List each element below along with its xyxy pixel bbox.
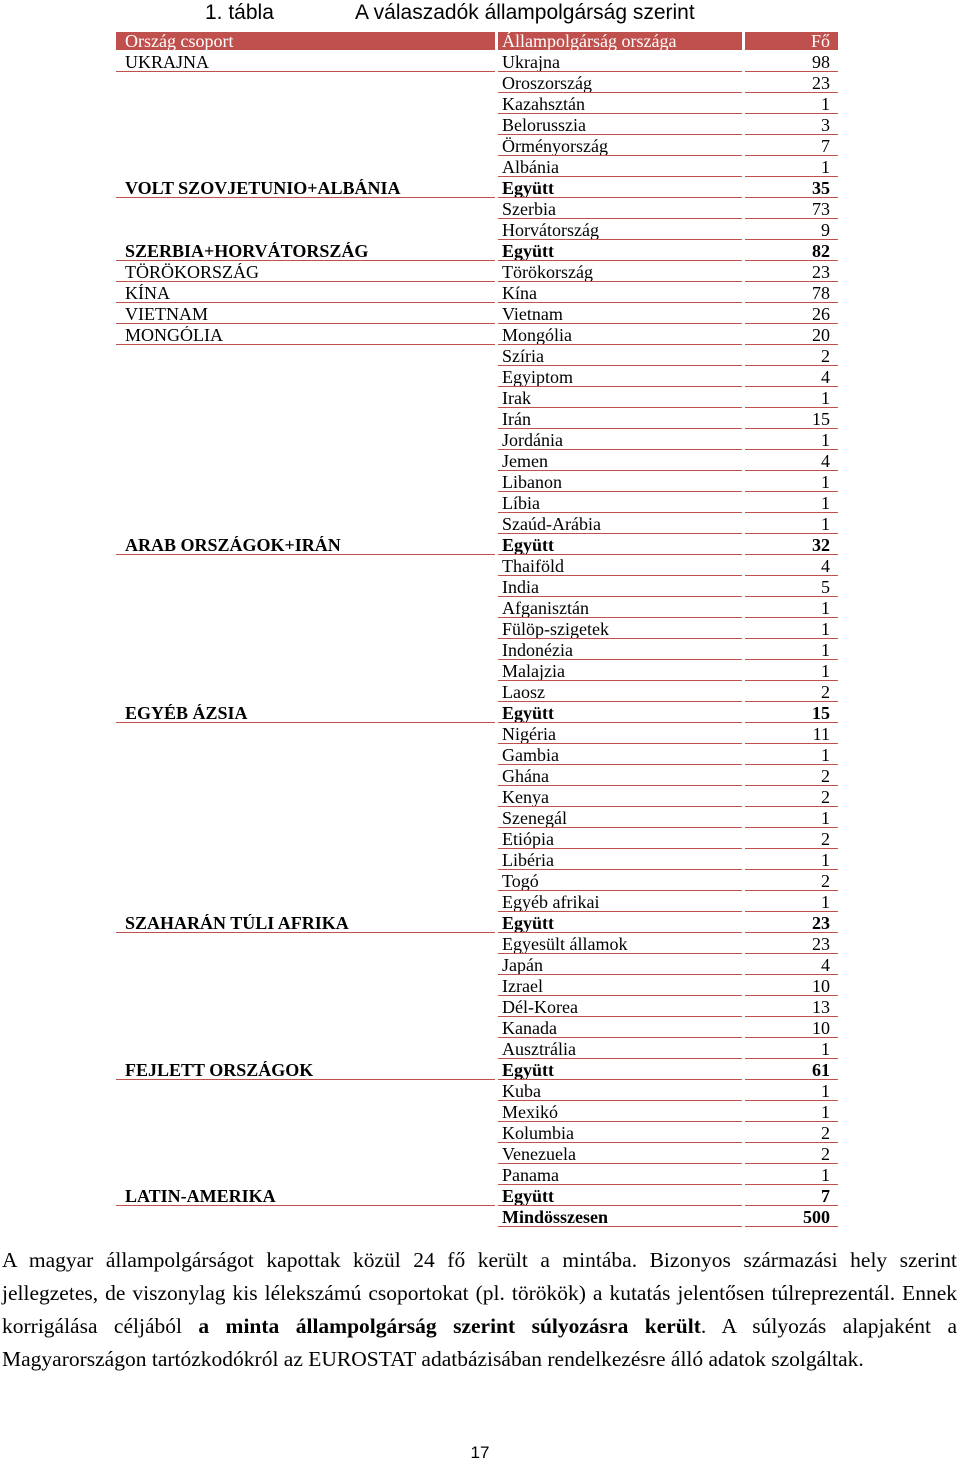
cell-count: 13 bbox=[745, 998, 838, 1016]
cell-country-group bbox=[116, 200, 495, 218]
cell-count: 4 bbox=[745, 368, 838, 386]
cell-count: 82 bbox=[745, 242, 838, 260]
cell-count: 23 bbox=[745, 74, 838, 92]
cell-country-group bbox=[116, 1124, 495, 1142]
cell-citizenship-country: Laosz bbox=[498, 683, 742, 701]
cell-country-group bbox=[116, 389, 495, 407]
cell-count: 7 bbox=[745, 137, 838, 155]
cell-citizenship-country: Albánia bbox=[498, 158, 742, 176]
cell-citizenship-country: Dél-Korea bbox=[498, 998, 742, 1016]
cell-citizenship-country: Örményország bbox=[498, 137, 742, 155]
table-row bbox=[116, 830, 838, 848]
cell-country-group bbox=[116, 956, 495, 974]
cell-citizenship-country: Ghána bbox=[498, 767, 742, 785]
cell-country-group bbox=[116, 95, 495, 113]
cell-country-group bbox=[116, 788, 495, 806]
cell-citizenship-country: Kazahsztán bbox=[498, 95, 742, 113]
cell-count: 10 bbox=[745, 1019, 838, 1037]
cell-count: 73 bbox=[745, 200, 838, 218]
cell-count: 61 bbox=[745, 1061, 838, 1079]
table-row bbox=[116, 767, 838, 785]
cell-country-group: SZERBIA+HORVÁTORSZÁG bbox=[116, 242, 495, 260]
cell-count: 2 bbox=[745, 683, 838, 701]
table-row bbox=[116, 683, 838, 701]
table-header-row bbox=[116, 32, 838, 50]
cell-count: 4 bbox=[745, 557, 838, 575]
paragraph-text-2: . A súlyozás alapjaként a Magyarországon tartózkodókról az EUROSTAT adatbázisában rendelkezésre álló adatok szolgáltak. bbox=[2, 1314, 957, 1371]
table-body bbox=[116, 32, 838, 1226]
table-title: A válaszadók állampolgárság szerint bbox=[355, 1, 695, 24]
cell-count: 7 bbox=[745, 1187, 838, 1205]
cell-country-group bbox=[116, 767, 495, 785]
cell-count: 20 bbox=[745, 326, 838, 344]
cell-citizenship-country: Libanon bbox=[498, 473, 742, 491]
cell-country-group bbox=[116, 452, 495, 470]
cell-country-group bbox=[116, 683, 495, 701]
cell-citizenship-country: Ausztrália bbox=[498, 1040, 742, 1058]
cell-citizenship-country: Etiópia bbox=[498, 830, 742, 848]
cell-country-group bbox=[116, 893, 495, 911]
cell-citizenship-country: Együtt bbox=[498, 179, 742, 197]
table-row bbox=[116, 263, 838, 281]
cell-count: 3 bbox=[745, 116, 838, 134]
cell-citizenship-country: Kuba bbox=[498, 1082, 742, 1100]
cell-country-group bbox=[116, 662, 495, 680]
cell-count: 1 bbox=[745, 662, 838, 680]
cell-country-group bbox=[116, 809, 495, 827]
table-row bbox=[116, 95, 838, 113]
cell-count: 1 bbox=[745, 641, 838, 659]
cell-count: 2 bbox=[745, 1145, 838, 1163]
cell-count: 1 bbox=[745, 851, 838, 869]
cell-country-group: TÖRÖKORSZÁG bbox=[116, 263, 495, 281]
cell-count: 1 bbox=[745, 620, 838, 638]
cell-country-group bbox=[116, 473, 495, 491]
cell-count: 98 bbox=[745, 53, 838, 71]
cell-citizenship-country: Együtt bbox=[498, 242, 742, 260]
cell-count: 23 bbox=[745, 263, 838, 281]
table-row bbox=[116, 1124, 838, 1142]
cell-country-group bbox=[116, 137, 495, 155]
cell-count: 78 bbox=[745, 284, 838, 302]
cell-citizenship-country: Libéria bbox=[498, 851, 742, 869]
cell-country-group bbox=[116, 830, 495, 848]
table-row bbox=[116, 536, 838, 554]
cell-country-group bbox=[116, 158, 495, 176]
cell-citizenship-country: Kína bbox=[498, 284, 742, 302]
cell-citizenship-country: Együtt bbox=[498, 704, 742, 722]
cell-citizenship-country: Belorusszia bbox=[498, 116, 742, 134]
table-row bbox=[116, 809, 838, 827]
cell-citizenship-country: Egyéb afrikai bbox=[498, 893, 742, 911]
table-row bbox=[116, 1166, 838, 1184]
cell-country-group bbox=[116, 725, 495, 743]
table-row bbox=[116, 1061, 838, 1079]
cell-citizenship-country: Fülöp-szigetek bbox=[498, 620, 742, 638]
table-row bbox=[116, 641, 838, 659]
table-row bbox=[116, 746, 838, 764]
cell-country-group bbox=[116, 347, 495, 365]
cell-citizenship-country: Mexikó bbox=[498, 1103, 742, 1121]
cell-count: 32 bbox=[745, 536, 838, 554]
table-row bbox=[116, 1082, 838, 1100]
cell-count: 4 bbox=[745, 452, 838, 470]
cell-citizenship-country: Irak bbox=[498, 389, 742, 407]
cell-citizenship-country: Gambia bbox=[498, 746, 742, 764]
cell-country-group bbox=[116, 746, 495, 764]
cell-citizenship-country: Thaiföld bbox=[498, 557, 742, 575]
cell-country-group bbox=[116, 872, 495, 890]
table-row bbox=[116, 1040, 838, 1058]
header-country-group: Ország csoport bbox=[116, 32, 495, 50]
cell-country-group: MONGÓLIA bbox=[116, 326, 495, 344]
cell-country-group: FEJLETT ORSZÁGOK bbox=[116, 1061, 495, 1079]
table-row bbox=[116, 578, 838, 596]
table-row bbox=[116, 494, 838, 512]
cell-country-group bbox=[116, 431, 495, 449]
table-caption bbox=[0, 0, 960, 30]
table-row bbox=[116, 725, 838, 743]
table-row bbox=[116, 200, 838, 218]
cell-count: 2 bbox=[745, 1124, 838, 1142]
cell-citizenship-country: Líbia bbox=[498, 494, 742, 512]
table-row bbox=[116, 515, 838, 533]
cell-citizenship-country: Szenegál bbox=[498, 809, 742, 827]
table-row bbox=[116, 977, 838, 995]
cell-country-group bbox=[116, 410, 495, 428]
body-paragraph bbox=[2, 1244, 957, 1376]
cell-country-group: EGYÉB ÁZSIA bbox=[116, 704, 495, 722]
cell-citizenship-country: Egyiptom bbox=[498, 368, 742, 386]
table-row bbox=[116, 662, 838, 680]
cell-country-group bbox=[116, 221, 495, 239]
cell-citizenship-country: Ukrajna bbox=[498, 53, 742, 71]
cell-citizenship-country: Törökország bbox=[498, 263, 742, 281]
cell-count: 2 bbox=[745, 872, 838, 890]
table-number: 1. tábla bbox=[205, 1, 274, 24]
cell-citizenship-country: Mindösszesen bbox=[498, 1208, 742, 1226]
table-row bbox=[116, 326, 838, 344]
cell-citizenship-country: Kanada bbox=[498, 1019, 742, 1037]
table-row bbox=[116, 116, 838, 134]
table-row bbox=[116, 431, 838, 449]
cell-count: 1 bbox=[745, 389, 838, 407]
table-row bbox=[116, 221, 838, 239]
cell-count: 2 bbox=[745, 788, 838, 806]
cell-count: 2 bbox=[745, 830, 838, 848]
cell-citizenship-country: Irán bbox=[498, 410, 742, 428]
cell-count: 9 bbox=[745, 221, 838, 239]
table-row bbox=[116, 410, 838, 428]
cell-country-group bbox=[116, 578, 495, 596]
cell-country-group: ARAB ORSZÁGOK+IRÁN bbox=[116, 536, 495, 554]
table-row bbox=[116, 1187, 838, 1205]
cell-citizenship-country: Togó bbox=[498, 872, 742, 890]
cell-country-group bbox=[116, 1145, 495, 1163]
cell-country-group: SZAHARÁN TÚLI AFRIKA bbox=[116, 914, 495, 932]
cell-country-group: LATIN-AMERIKA bbox=[116, 1187, 495, 1205]
cell-country-group bbox=[116, 1103, 495, 1121]
table-row bbox=[116, 389, 838, 407]
cell-citizenship-country: Panama bbox=[498, 1166, 742, 1184]
cell-count: 35 bbox=[745, 179, 838, 197]
table-row bbox=[116, 893, 838, 911]
cell-count: 23 bbox=[745, 935, 838, 953]
cell-count: 1 bbox=[745, 1082, 838, 1100]
page-number: 17 bbox=[470, 1443, 490, 1462]
cell-citizenship-country: Mongólia bbox=[498, 326, 742, 344]
cell-country-group bbox=[116, 1019, 495, 1037]
cell-count: 1 bbox=[745, 158, 838, 176]
cell-country-group bbox=[116, 1082, 495, 1100]
table-row bbox=[116, 368, 838, 386]
table-row bbox=[116, 1145, 838, 1163]
cell-citizenship-country: India bbox=[498, 578, 742, 596]
cell-country-group: VIETNAM bbox=[116, 305, 495, 323]
table-row bbox=[116, 788, 838, 806]
cell-count: 1 bbox=[745, 515, 838, 533]
cell-count: 23 bbox=[745, 914, 838, 932]
table-row bbox=[116, 305, 838, 323]
cell-citizenship-country: Vietnam bbox=[498, 305, 742, 323]
cell-citizenship-country: Japán bbox=[498, 956, 742, 974]
cell-count: 1 bbox=[745, 599, 838, 617]
table-row bbox=[116, 158, 838, 176]
cell-country-group bbox=[116, 557, 495, 575]
cell-count: 1 bbox=[745, 809, 838, 827]
paragraph-text-1: A magyar állampolgárságot kapottak közül 24 fő került a mintába. Bizonyos származási hely szerint jellegzetes, de viszonylag kis lélekszámú csoportokat (pl. törökök) a kutatás jelentősen túlreprezentál. Ennek korrigálása céljából bbox=[2, 1248, 957, 1338]
cell-citizenship-country: Malajzia bbox=[498, 662, 742, 680]
cell-count: 1 bbox=[745, 1103, 838, 1121]
cell-count: 1 bbox=[745, 95, 838, 113]
cell-count: 5 bbox=[745, 578, 838, 596]
cell-citizenship-country: Együtt bbox=[498, 914, 742, 932]
cell-count: 500 bbox=[745, 1208, 838, 1226]
cell-citizenship-country: Együtt bbox=[498, 1187, 742, 1205]
cell-country-group bbox=[116, 494, 495, 512]
cell-citizenship-country: Együtt bbox=[498, 1061, 742, 1079]
cell-citizenship-country: Egyesült államok bbox=[498, 935, 742, 953]
table-row bbox=[116, 914, 838, 932]
header-count: Fő bbox=[745, 32, 838, 50]
cell-country-group bbox=[116, 599, 495, 617]
cell-citizenship-country: Oroszország bbox=[498, 74, 742, 92]
cell-citizenship-country: Együtt bbox=[498, 536, 742, 554]
cell-citizenship-country: Izrael bbox=[498, 977, 742, 995]
table-row bbox=[116, 599, 838, 617]
table-row bbox=[116, 74, 838, 92]
cell-citizenship-country: Kenya bbox=[498, 788, 742, 806]
cell-country-group bbox=[116, 1166, 495, 1184]
cell-citizenship-country: Szíria bbox=[498, 347, 742, 365]
cell-country-group: KÍNA bbox=[116, 284, 495, 302]
table-row bbox=[116, 704, 838, 722]
cell-country-group: VOLT SZOVJETUNIO+ALBÁNIA bbox=[116, 179, 495, 197]
cell-citizenship-country: Jordánia bbox=[498, 431, 742, 449]
cell-count: 4 bbox=[745, 956, 838, 974]
table-row bbox=[116, 998, 838, 1016]
table-row bbox=[116, 473, 838, 491]
table-row bbox=[116, 851, 838, 869]
cell-count: 26 bbox=[745, 305, 838, 323]
cell-citizenship-country: Nigéria bbox=[498, 725, 742, 743]
cell-citizenship-country: Szerbia bbox=[498, 200, 742, 218]
table-row bbox=[116, 242, 838, 260]
cell-count: 1 bbox=[745, 1166, 838, 1184]
cell-citizenship-country: Szaúd-Arábia bbox=[498, 515, 742, 533]
table-row bbox=[116, 347, 838, 365]
table-row bbox=[116, 137, 838, 155]
cell-country-group bbox=[116, 368, 495, 386]
table-row bbox=[116, 1208, 838, 1226]
table-row bbox=[116, 872, 838, 890]
cell-country-group bbox=[116, 977, 495, 995]
cell-country-group bbox=[116, 935, 495, 953]
cell-country-group bbox=[116, 641, 495, 659]
cell-citizenship-country: Jemen bbox=[498, 452, 742, 470]
cell-count: 1 bbox=[745, 1040, 838, 1058]
cell-country-group bbox=[116, 1040, 495, 1058]
table-row bbox=[116, 1103, 838, 1121]
table-row bbox=[116, 53, 838, 71]
table-row bbox=[116, 179, 838, 197]
cell-country-group bbox=[116, 1208, 495, 1226]
table-row bbox=[116, 1019, 838, 1037]
cell-country-group bbox=[116, 74, 495, 92]
cell-citizenship-country: Afganisztán bbox=[498, 599, 742, 617]
table-row bbox=[116, 452, 838, 470]
cell-country-group bbox=[116, 515, 495, 533]
cell-citizenship-country: Kolumbia bbox=[498, 1124, 742, 1142]
cell-count: 2 bbox=[745, 767, 838, 785]
cell-count: 15 bbox=[745, 410, 838, 428]
table-row bbox=[116, 620, 838, 638]
cell-country-group bbox=[116, 620, 495, 638]
table-row bbox=[116, 557, 838, 575]
cell-count: 2 bbox=[745, 347, 838, 365]
cell-country-group: UKRAJNA bbox=[116, 53, 495, 71]
table-row bbox=[116, 956, 838, 974]
paragraph-bold-text: a minta állampolgárság szerint súlyozásra került bbox=[198, 1314, 701, 1338]
cell-count: 10 bbox=[745, 977, 838, 995]
cell-citizenship-country: Horvátország bbox=[498, 221, 742, 239]
cell-count: 15 bbox=[745, 704, 838, 722]
cell-count: 1 bbox=[745, 494, 838, 512]
cell-count: 1 bbox=[745, 431, 838, 449]
cell-country-group bbox=[116, 851, 495, 869]
cell-citizenship-country: Venezuela bbox=[498, 1145, 742, 1163]
cell-country-group bbox=[116, 116, 495, 134]
cell-count: 1 bbox=[745, 473, 838, 491]
cell-count: 11 bbox=[745, 725, 838, 743]
cell-citizenship-country: Indonézia bbox=[498, 641, 742, 659]
table-row bbox=[116, 284, 838, 302]
cell-count: 1 bbox=[745, 893, 838, 911]
cell-count: 1 bbox=[745, 746, 838, 764]
cell-country-group bbox=[116, 998, 495, 1016]
table-row bbox=[116, 935, 838, 953]
header-citizenship-country: Állampolgárság országa bbox=[498, 32, 742, 50]
citizenship-table bbox=[113, 29, 841, 1229]
